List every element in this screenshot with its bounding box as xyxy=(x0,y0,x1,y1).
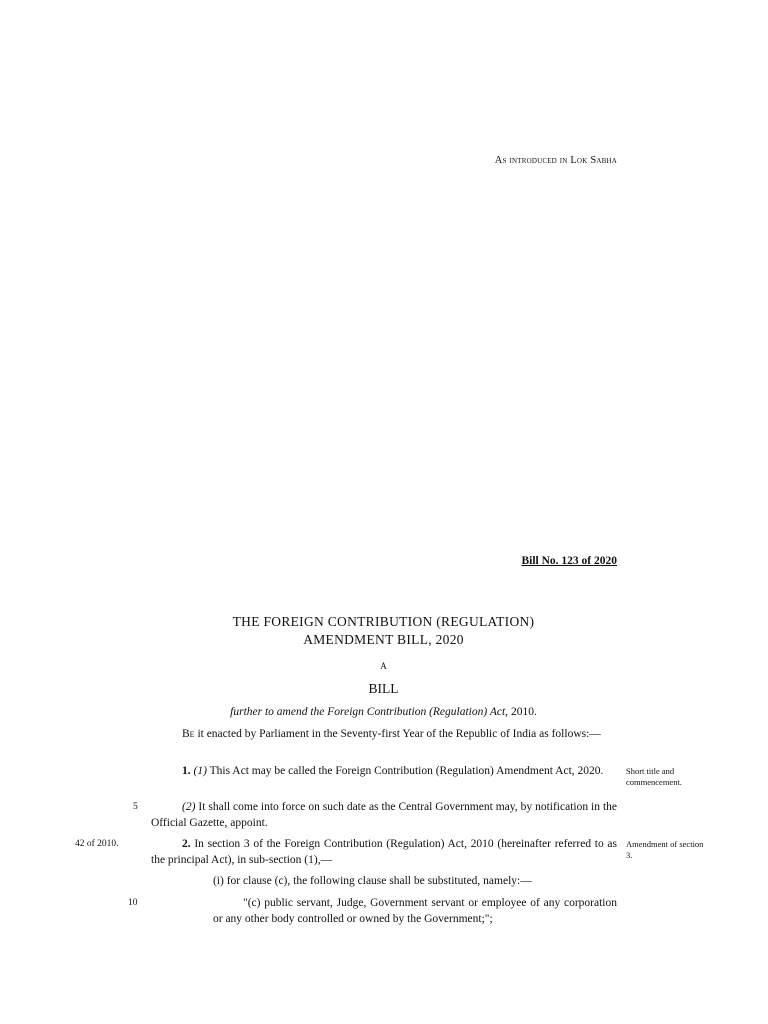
long-title-text: further to amend the Foreign Contribution (Regulation) Act, xyxy=(230,706,509,718)
long-title-year: 2010. xyxy=(510,706,537,718)
enacting-lead: Be xyxy=(182,728,195,740)
clause-i: (i) for clause (c), the following clause shall be substituted, namely:— xyxy=(213,875,532,887)
subsection-1-number: (1) xyxy=(193,765,207,777)
act-reference-note: 42 of 2010. xyxy=(75,839,119,849)
section-2-text xyxy=(151,837,617,868)
subsection-2-number: (2) xyxy=(182,801,196,813)
bill-title-line1: THE FOREIGN CONTRIBUTION (REGULATION) xyxy=(232,614,535,629)
introduction-header: As introduced in Lok Sabha xyxy=(494,155,617,166)
margin-note-amendment: Amendment of section 3. xyxy=(626,839,704,860)
margin-note-short-title: Short title and commencement. xyxy=(626,766,682,787)
bill-number xyxy=(400,555,617,567)
quoted-clause-c: "(c) public servant, Judge, Government servant or employee of any corporation or any other body controlled or owned by the Government;"; xyxy=(213,897,617,925)
bill-number-text: Bill No. 123 of 2020 xyxy=(521,555,617,567)
section-2-body: In section 3 of the Foreign Contribution (Regulation) Act, 2010 (hereinafter referred to as the principal Act), in sub-section (1),— xyxy=(151,838,617,866)
line-number-5: 5 xyxy=(133,802,138,812)
section-1-subsection-1 xyxy=(151,764,617,780)
bill-heading: BILL xyxy=(368,681,399,696)
bill-title-line2: AMENDMENT BILL, 2020 xyxy=(303,632,464,647)
section-1-number: 1. xyxy=(182,765,191,777)
section-2-number: 2. xyxy=(182,838,191,850)
line-number-10: 10 xyxy=(128,898,138,908)
article-a: A xyxy=(380,661,387,671)
long-title xyxy=(150,706,617,718)
subsection-2-text: It shall come into force on such date as the Central Government may, by notification in the Official Gazette, appoint. xyxy=(151,801,617,829)
enacting-formula xyxy=(151,727,617,743)
section-1-subsection-2 xyxy=(151,800,617,831)
subsection-1-text: This Act may be called the Foreign Contribution (Regulation) Amendment Act, 2020. xyxy=(209,765,604,777)
enacting-text: it enacted by Parliament in the Seventy-first Year of the Republic of India as follows:— xyxy=(197,728,601,740)
